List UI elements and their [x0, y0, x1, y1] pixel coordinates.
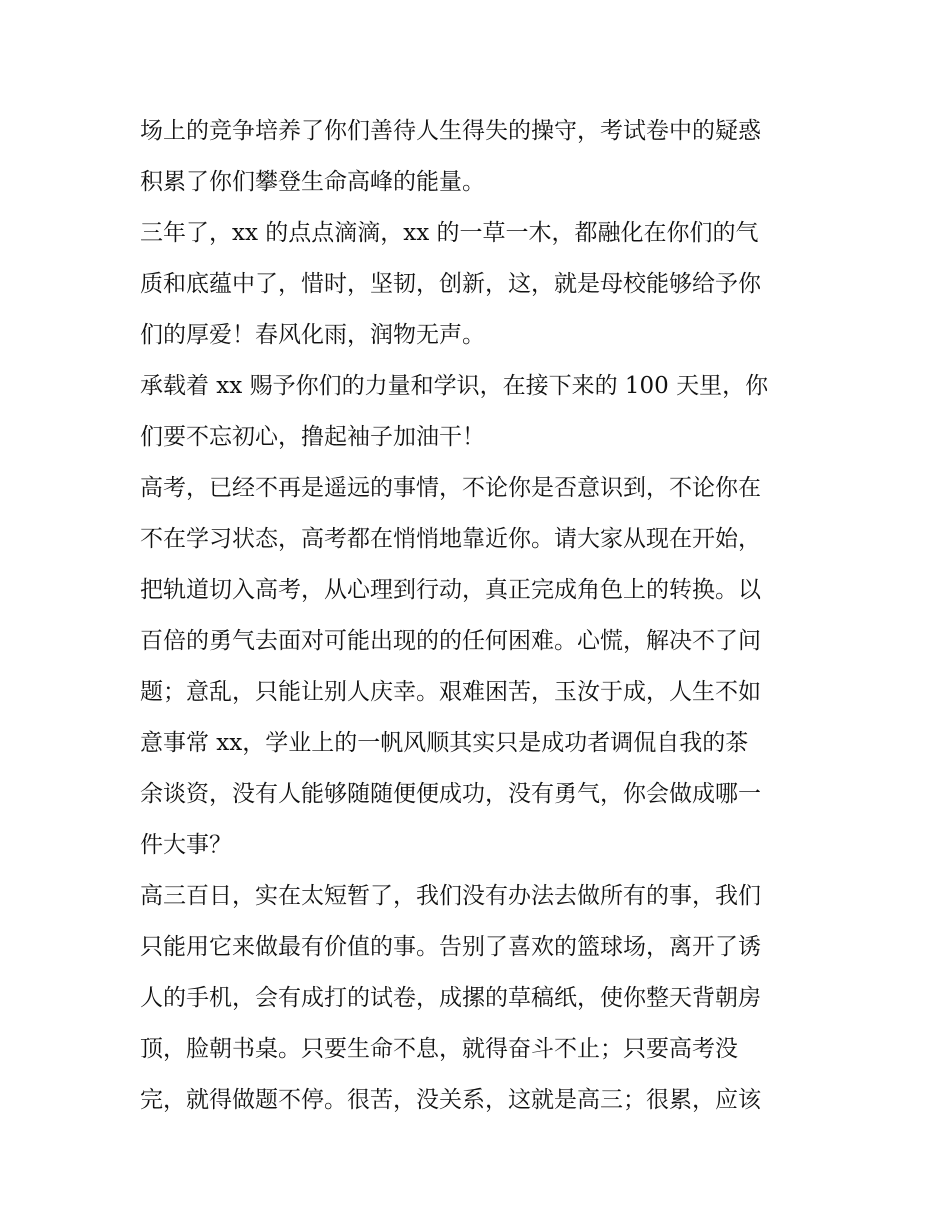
text-line: 高三百日，实在太短暂了，我们没有办法去做所有的事，我们 [140, 883, 761, 909]
text-line: 场上的竞争培养了你们善待人生得失的操守，考试卷中的疑惑 [140, 118, 761, 144]
text-line: 只能用它来做最有价值的事。告别了喜欢的篮球场，离开了诱 [140, 934, 761, 960]
text-line: 们要不忘初心，撸起袖子加油干！ [140, 424, 485, 450]
document-text-body [140, 106, 820, 1126]
text-line: 百倍的勇气去面对可能出现的的任何困难。心慌，解决不了问 [140, 628, 761, 654]
text-line: 承载着 xx 赐予你们的力量和学识，在接下来的 100 天里，你 [140, 373, 769, 399]
text-line: 完，就得做题不停。很苦，没关系，这就是高三；很累，应该 [140, 1087, 761, 1113]
text-line: 把轨道切入高考，从心理到行动，真正完成角色上的转换。以 [140, 577, 761, 603]
text-line: 顶，脸朝书桌。只要生命不息，就得奋斗不止；只要高考没 [140, 1036, 738, 1062]
text-line: 余谈资，没有人能够随随便便成功，没有勇气，你会做成哪一 [140, 781, 761, 807]
text-line: 质和底蕴中了，惜时，坚韧，创新，这，就是母校能够给予你 [140, 271, 761, 297]
text-line: 题；意乱，只能让别人庆幸。艰难困苦，玉汝于成，人生不如 [140, 679, 761, 705]
text-line: 积累了你们攀登生命高峰的能量。 [140, 169, 485, 195]
text-line: 们的厚爱！春风化雨，润物无声。 [140, 322, 485, 348]
text-line: 高考，已经不再是遥远的事情，不论你是否意识到，不论你在 [140, 475, 761, 501]
text-line: 人的手机，会有成打的试卷，成摞的草稿纸，使你整天背朝房 [140, 985, 761, 1011]
text-line: 不在学习状态，高考都在悄悄地靠近你。请大家从现在开始， [140, 526, 761, 552]
text-line: 意事常 xx，学业上的一帆风顺其实只是成功者调侃自我的茶 [140, 730, 749, 756]
text-line: 件大事？ [140, 832, 232, 858]
text-line: 三年了，xx 的点点滴滴，xx 的一草一木，都融化在你们的气 [140, 220, 759, 246]
